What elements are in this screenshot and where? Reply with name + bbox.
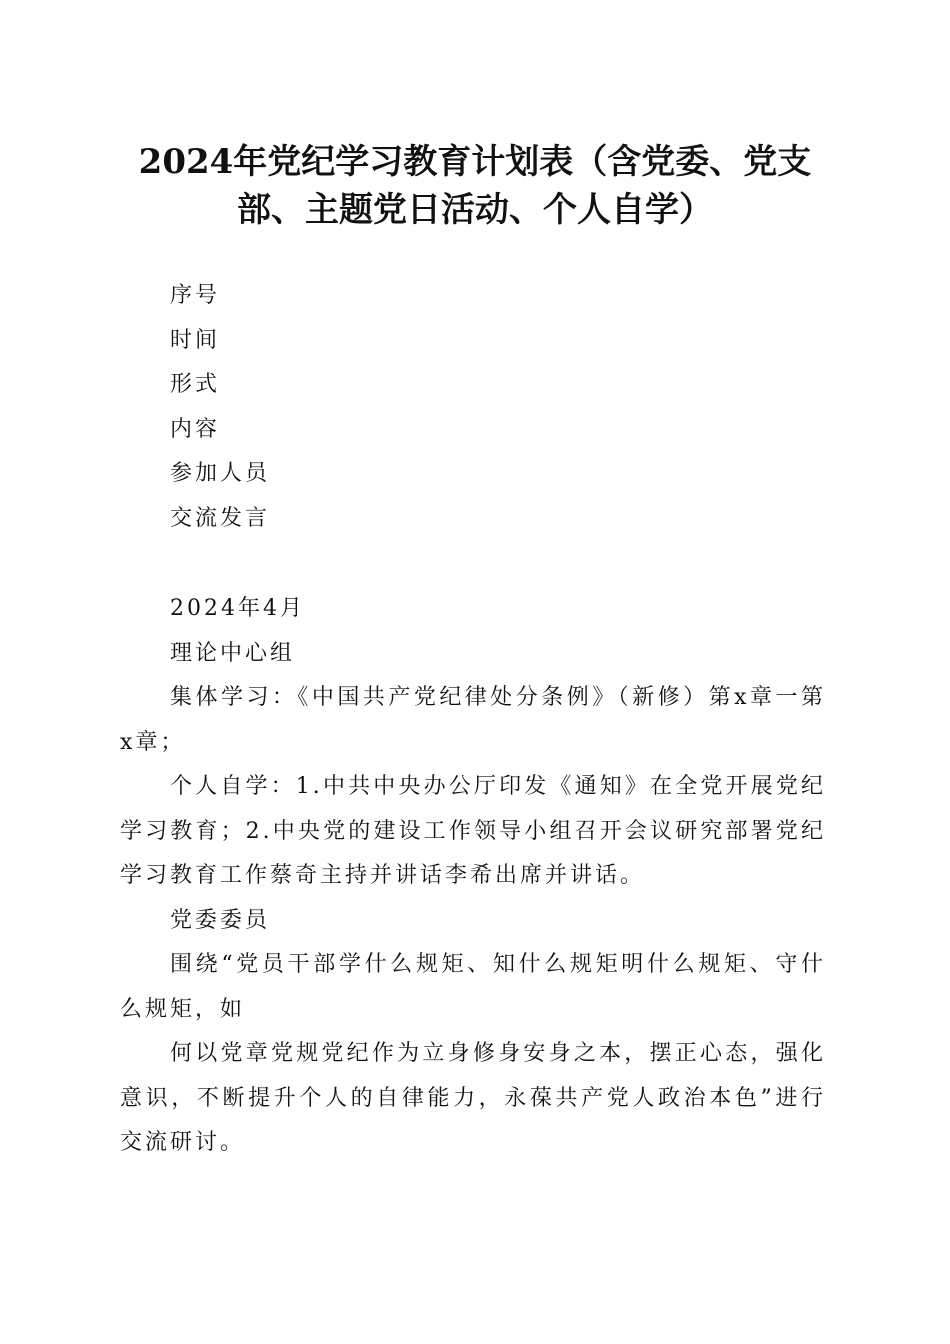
plan-content (120, 587, 826, 1166)
header-serial-number: 序号 (170, 283, 221, 308)
document-title: 2024年党纪学习教育计划表（含党委、党支部、主题党日活动、个人自学） (138, 142, 812, 230)
entry-participants: 党委委员 (170, 907, 271, 933)
entry-group-study: 集体学习：《中国共产党纪律处分条例》（新修）第x章一第x章； (120, 685, 826, 755)
header-content: 内容 (170, 416, 221, 442)
entry-discussion-topic: 围绕“党员干部学什么规矩、知什么规矩明什么规矩、守什么规矩，如 (120, 952, 826, 1022)
header-participants: 参加人员 (170, 461, 271, 486)
table-header-list (120, 274, 826, 541)
header-format: 形式 (170, 372, 221, 397)
entry-discussion-topic-cont: 何以党章党规党纪作为立身修身安身之本，摆正心态，强化意识，不断提升个人的自律能力，永葆共产党人政治本色”进行交流研讨。 (120, 1041, 826, 1155)
entry-format: 理论中心组 (170, 640, 296, 666)
entry-self-study: 个人自学：1.中共中央办公厅印发《通知》在全党开展党纪学习教育；2.中央党的建设工作领导小组召开会议研究部署党纪学习教育工作蔡奇主持并讲话李希出席并讲话。 (120, 774, 826, 888)
entry-date: 2024年4月 (170, 596, 305, 621)
header-discussion: 交流发言 (170, 505, 271, 531)
header-time: 时间 (170, 327, 221, 353)
